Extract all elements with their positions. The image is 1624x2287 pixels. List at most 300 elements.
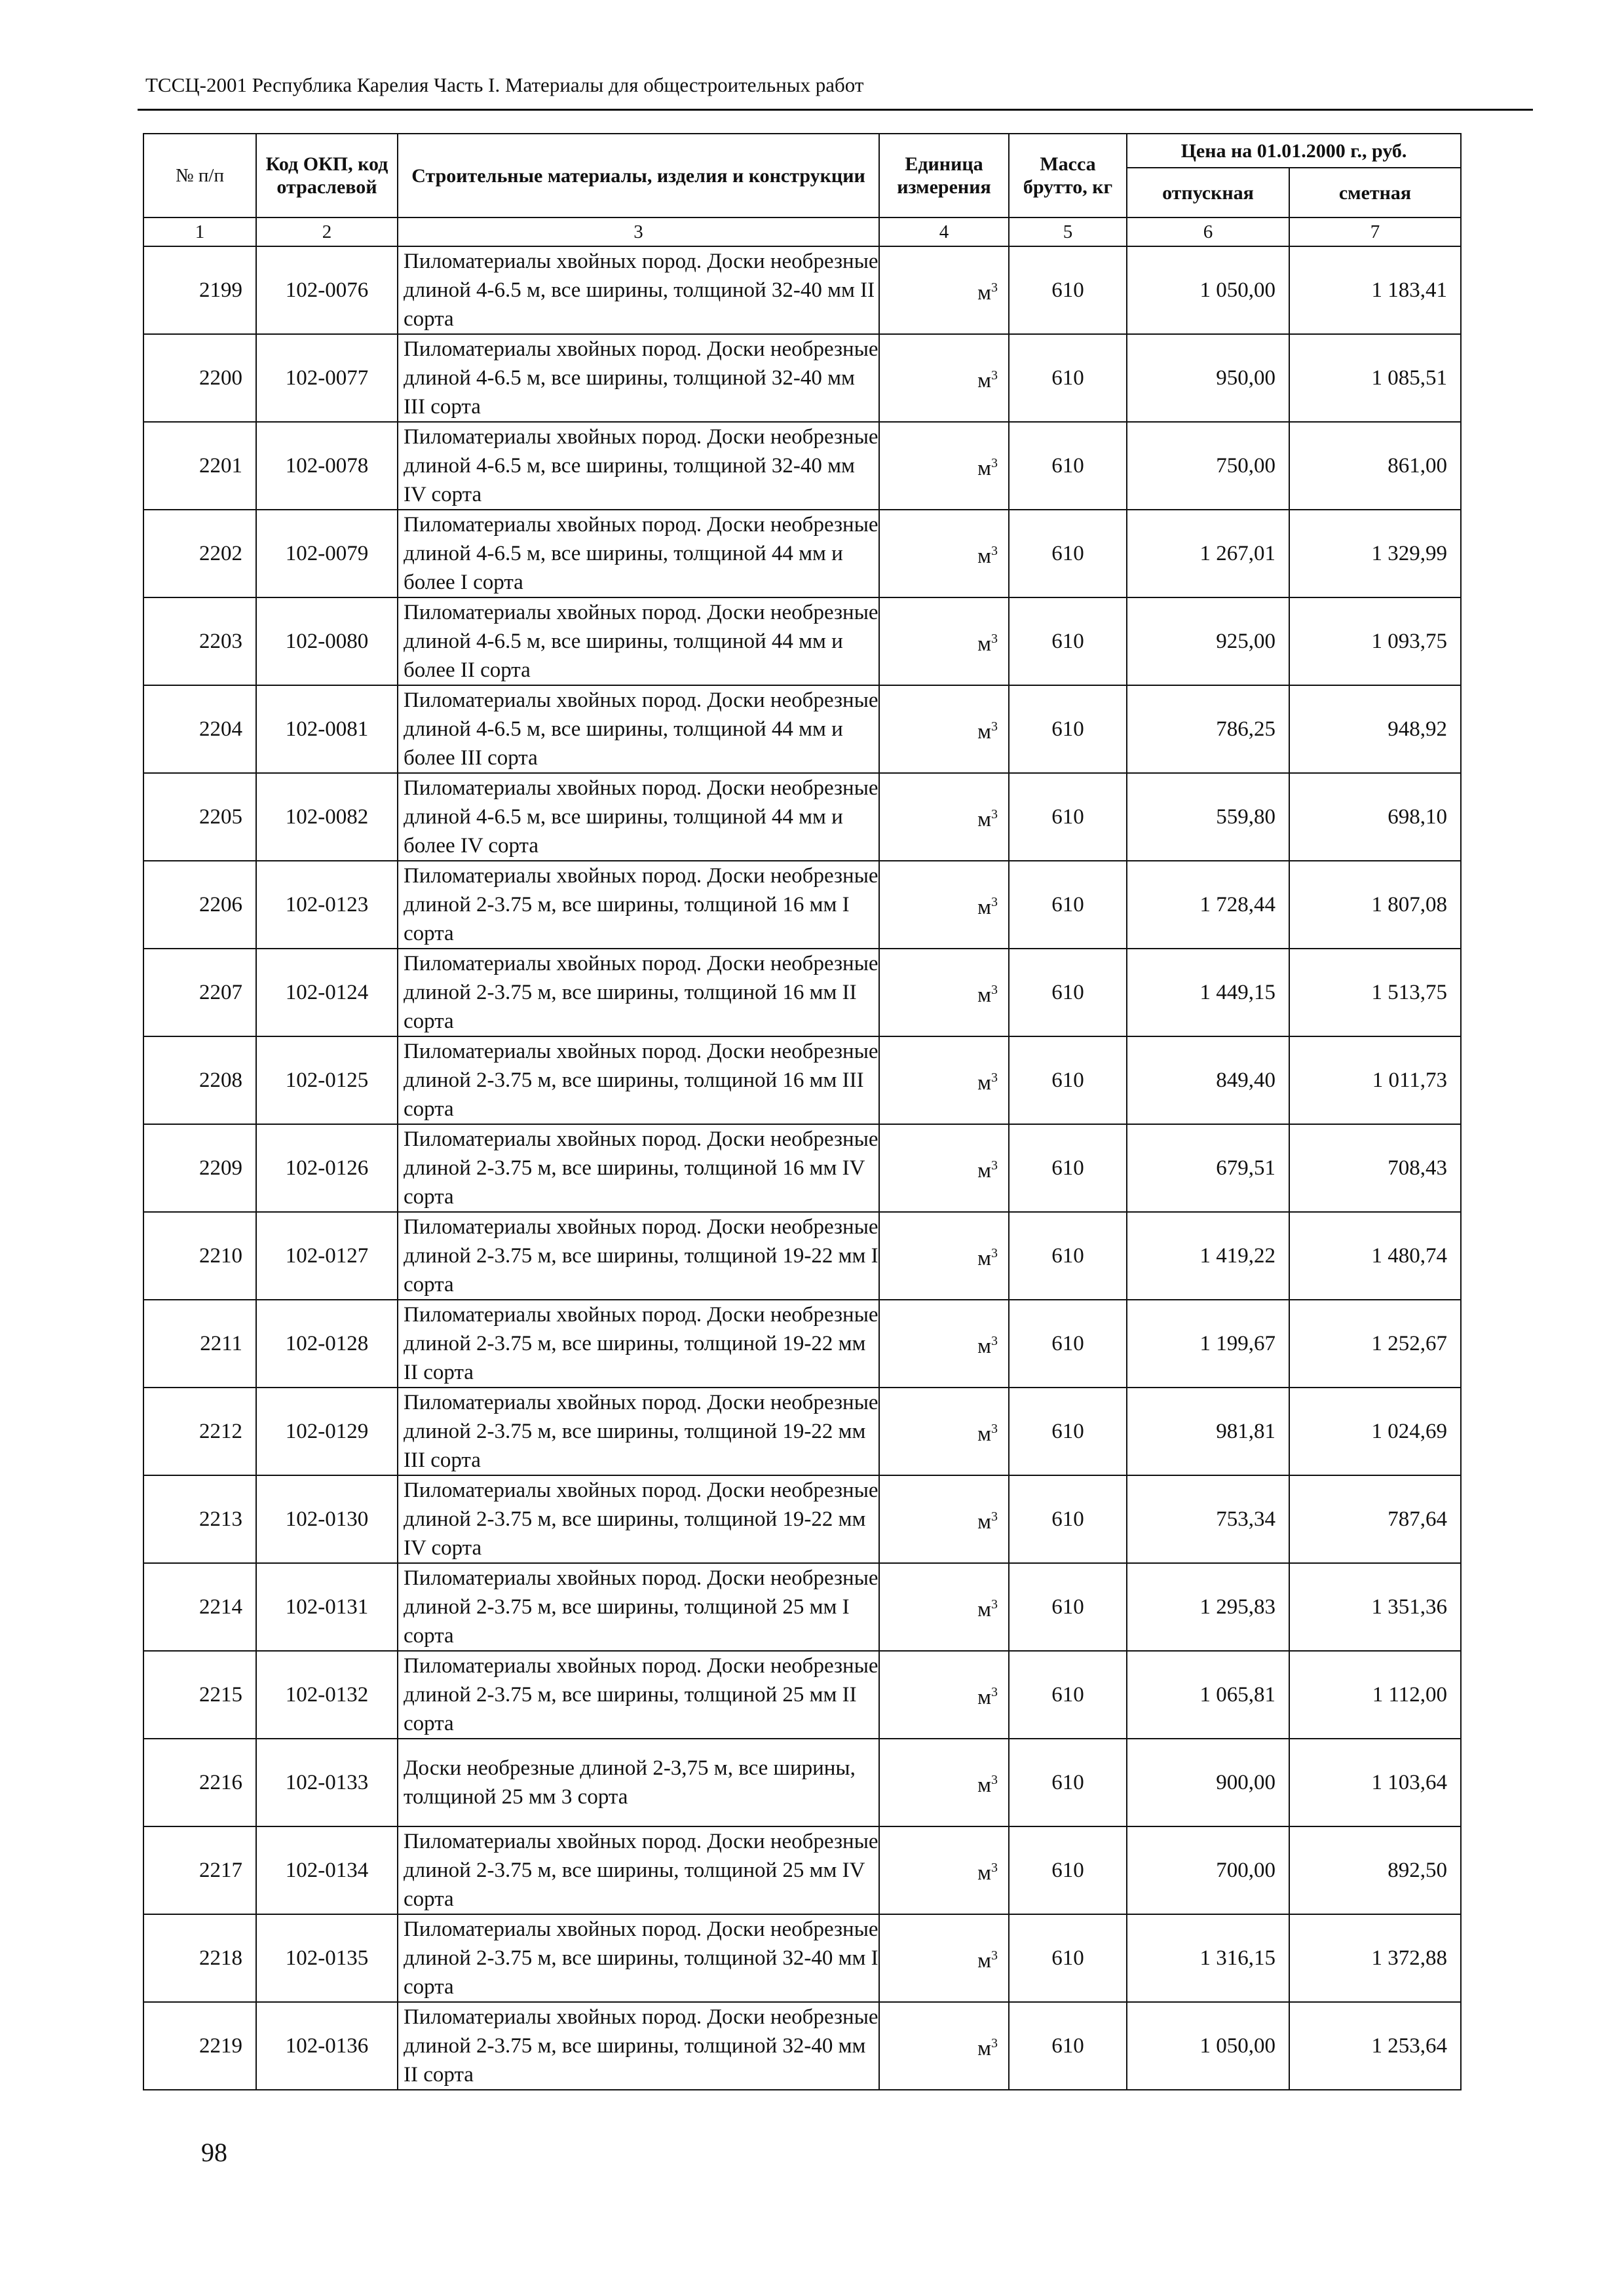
row-number-text: 2219 (199, 2034, 242, 2058)
row-material-name-text: Пиломатериалы хвойных пород. Доски необрезные длиной 2-3.75 м, все ширины, толщиной 25 мм I сорта (404, 1566, 878, 1648)
row-price-release-text: 1 065,81 (1199, 1683, 1275, 1707)
row-material-name (398, 246, 879, 334)
row-code-text: 102-0130 (285, 1507, 369, 1531)
row-mass-text: 610 (1051, 1332, 1084, 1355)
row-price-release (1127, 334, 1289, 422)
row-price-release (1127, 685, 1289, 773)
row-code-text: 102-0079 (285, 542, 369, 565)
row-number-text: 2200 (199, 366, 242, 390)
table-row (143, 422, 1461, 510)
table-row (143, 1914, 1461, 2002)
row-mass-text: 610 (1051, 1683, 1084, 1707)
row-mass (1009, 510, 1127, 597)
row-code (256, 861, 398, 949)
row-price-release (1127, 246, 1289, 334)
row-mass-text: 610 (1051, 717, 1084, 741)
unit-superscript: 3 (991, 983, 998, 997)
header-price-group: Цена на 01.01.2000 г., руб. (1127, 134, 1461, 168)
row-price-estimate-text: 892,50 (1388, 1859, 1448, 1882)
row-code-text: 102-0135 (285, 1946, 369, 1970)
table-row (143, 1739, 1461, 1826)
row-unit (879, 1212, 1009, 1300)
row-unit-text: м (977, 281, 991, 305)
row-price-release-text: 849,40 (1216, 1068, 1275, 1092)
row-price-estimate (1289, 1300, 1461, 1388)
row-price-release-text: 981,81 (1216, 1420, 1275, 1443)
row-price-release (1127, 1036, 1289, 1124)
row-unit (879, 510, 1009, 597)
row-unit-text: м (977, 1861, 991, 1885)
row-price-estimate-text: 1 372,88 (1371, 1946, 1448, 1970)
row-mass (1009, 1563, 1127, 1651)
table-row (143, 1036, 1461, 1124)
row-material-name (398, 510, 879, 597)
row-mass-text: 610 (1051, 1507, 1084, 1531)
row-price-estimate-text: 1 103,64 (1371, 1771, 1448, 1794)
row-price-estimate (1289, 1388, 1461, 1475)
header-unit: Единица измерения (879, 134, 1009, 217)
row-price-release (1127, 597, 1289, 685)
row-mass (1009, 1914, 1127, 2002)
row-price-estimate (1289, 510, 1461, 597)
row-number (143, 1300, 256, 1388)
row-code (256, 1826, 398, 1914)
row-code (256, 2002, 398, 2090)
row-price-release (1127, 1563, 1289, 1651)
row-number-text: 2212 (199, 1420, 242, 1443)
unit-superscript: 3 (991, 1861, 998, 1875)
row-price-estimate (1289, 949, 1461, 1036)
row-material-name (398, 1739, 879, 1826)
row-number-text: 2210 (199, 1244, 242, 1268)
row-material-name (398, 1651, 879, 1739)
row-number-text: 2201 (199, 454, 242, 478)
row-unit-text: м (977, 720, 991, 744)
row-code-text: 102-0077 (285, 366, 369, 390)
row-mass (1009, 685, 1127, 773)
row-number (143, 510, 256, 597)
row-price-release (1127, 1388, 1289, 1475)
row-mass-text: 610 (1051, 1156, 1084, 1180)
row-code-text: 102-0128 (285, 1332, 369, 1355)
row-number (143, 1739, 256, 1826)
row-mass-text: 610 (1051, 454, 1084, 478)
table-row (143, 1826, 1461, 1914)
unit-superscript: 3 (991, 807, 998, 822)
row-material-name-text: Пиломатериалы хвойных пород. Доски необрезные длиной 2-3.75 м, все ширины, толщиной 16 мм IV сорта (404, 1127, 878, 1209)
row-material-name-text: Пиломатериалы хвойных пород. Доски необрезные длиной 4-6.5 м, все ширины, толщиной 32-40 мм II сорта (404, 250, 878, 331)
row-unit-text: м (977, 1773, 991, 1797)
row-mass-text: 610 (1051, 1420, 1084, 1443)
table-row (143, 1212, 1461, 1300)
row-material-name-text: Пиломатериалы хвойных пород. Доски необрезные длиной 2-3.75 м, все ширины, толщиной 25 мм IV сорта (404, 1830, 878, 1911)
row-code-text: 102-0134 (285, 1859, 369, 1882)
unit-superscript: 3 (991, 1158, 998, 1173)
row-price-release (1127, 861, 1289, 949)
row-number (143, 334, 256, 422)
row-code-text: 102-0124 (285, 981, 369, 1004)
row-price-estimate-text: 1 329,99 (1371, 542, 1448, 565)
row-price-estimate (1289, 334, 1461, 422)
row-unit (879, 1914, 1009, 2002)
row-price-release-text: 559,80 (1216, 805, 1275, 829)
row-price-estimate-text: 787,64 (1388, 1507, 1448, 1531)
row-number-text: 2211 (200, 1332, 242, 1355)
row-price-estimate-text: 698,10 (1388, 805, 1448, 829)
row-material-name-text: Пиломатериалы хвойных пород. Доски необрезные длиной 2-3.75 м, все ширины, толщиной 19-22 мм II сорта (404, 1303, 878, 1384)
row-number (143, 2002, 256, 2090)
row-mass-text: 610 (1051, 2034, 1084, 2058)
row-price-estimate-text: 1 085,51 (1371, 366, 1448, 390)
row-price-estimate (1289, 246, 1461, 334)
row-price-release-text: 1 449,15 (1199, 981, 1275, 1004)
row-price-release (1127, 1300, 1289, 1388)
row-price-release-text: 1 728,44 (1199, 893, 1275, 917)
row-material-name (398, 1563, 879, 1651)
row-material-name (398, 1914, 879, 2002)
row-mass (1009, 2002, 1127, 2090)
row-number (143, 1651, 256, 1739)
row-material-name-text: Пиломатериалы хвойных пород. Доски необрезные длиной 4-6.5 м, все ширины, толщиной 44 мм и более IV сорта (404, 776, 878, 858)
row-material-name-text: Пиломатериалы хвойных пород. Доски необрезные длиной 2-3.75 м, все ширины, толщиной 16 мм I сорта (404, 864, 878, 945)
row-material-name (398, 597, 879, 685)
row-number (143, 1475, 256, 1563)
row-price-estimate (1289, 1475, 1461, 1563)
unit-superscript: 3 (991, 895, 998, 909)
unit-superscript: 3 (991, 719, 998, 734)
row-material-name (398, 861, 879, 949)
row-price-release (1127, 949, 1289, 1036)
row-price-release (1127, 1124, 1289, 1212)
row-price-release (1127, 1826, 1289, 1914)
row-price-estimate-text: 1 252,67 (1371, 1332, 1448, 1355)
header-mass: Масса брутто, кг (1009, 134, 1127, 217)
row-number-text: 2204 (199, 717, 242, 741)
row-price-estimate-text: 1 480,74 (1371, 1244, 1448, 1268)
row-mass-text: 610 (1051, 1595, 1084, 1619)
row-price-release-text: 700,00 (1216, 1859, 1275, 1882)
unit-superscript: 3 (991, 1685, 998, 1699)
row-mass-text: 610 (1051, 893, 1084, 917)
row-code (256, 1036, 398, 1124)
row-unit (879, 1388, 1009, 1475)
row-code (256, 1212, 398, 1300)
row-mass (1009, 334, 1127, 422)
table-row (143, 773, 1461, 861)
row-price-release-text: 750,00 (1216, 454, 1275, 478)
row-code (256, 597, 398, 685)
column-number: 1 (143, 217, 256, 246)
row-unit-text: м (977, 983, 991, 1007)
row-price-estimate (1289, 2002, 1461, 2090)
unit-superscript: 3 (991, 1773, 998, 1787)
row-unit-text: м (977, 2037, 991, 2060)
row-price-release-text: 1 267,01 (1199, 542, 1275, 565)
unit-superscript: 3 (991, 1070, 998, 1085)
row-number-text: 2218 (199, 1946, 242, 1970)
column-number: 4 (879, 217, 1009, 246)
row-number (143, 1212, 256, 1300)
row-unit (879, 685, 1009, 773)
row-code (256, 685, 398, 773)
row-price-release (1127, 1914, 1289, 2002)
page-number: 98 (201, 2138, 227, 2167)
row-price-estimate (1289, 1036, 1461, 1124)
column-number: 3 (398, 217, 879, 246)
unit-superscript: 3 (991, 1597, 998, 1612)
row-mass-text: 610 (1051, 542, 1084, 565)
row-price-release-text: 679,51 (1216, 1156, 1275, 1180)
column-number: 5 (1009, 217, 1127, 246)
header-code: Код ОКП, код отраслевой (256, 134, 398, 217)
row-price-release-text: 1 199,67 (1199, 1332, 1275, 1355)
row-price-release-text: 1 419,22 (1199, 1244, 1275, 1268)
row-code (256, 1124, 398, 1212)
row-code (256, 773, 398, 861)
row-price-estimate (1289, 1826, 1461, 1914)
row-material-name (398, 949, 879, 1036)
row-price-estimate-text: 948,92 (1388, 717, 1448, 741)
row-number (143, 685, 256, 773)
row-code-text: 102-0080 (285, 630, 369, 653)
row-price-release (1127, 1212, 1289, 1300)
row-material-name-text: Пиломатериалы хвойных пород. Доски необрезные длиной 4-6.5 м, все ширины, толщиной 32-40 мм IV сорта (404, 425, 878, 506)
row-price-estimate-text: 708,43 (1388, 1156, 1448, 1180)
row-number (143, 1124, 256, 1212)
row-mass (1009, 861, 1127, 949)
row-unit-text: м (977, 896, 991, 919)
row-material-name-text: Пиломатериалы хвойных пород. Доски необрезные длиной 2-3.75 м, все ширины, толщиной 32-40 мм II сорта (404, 2005, 878, 2087)
row-price-release (1127, 422, 1289, 510)
row-number (143, 597, 256, 685)
row-unit (879, 1124, 1009, 1212)
header-name: Строительные материалы, изделия и конструкции (398, 134, 879, 217)
row-code-text: 102-0076 (285, 278, 369, 302)
row-code-text: 102-0133 (285, 1771, 369, 1794)
unit-superscript: 3 (991, 280, 998, 295)
row-price-release-text: 1 050,00 (1199, 2034, 1275, 2058)
row-price-estimate (1289, 685, 1461, 773)
table-row (143, 949, 1461, 1036)
row-code (256, 1475, 398, 1563)
row-mass-text: 610 (1051, 366, 1084, 390)
row-code (256, 1914, 398, 2002)
row-number (143, 246, 256, 334)
row-material-name-text: Пиломатериалы хвойных пород. Доски необрезные длиной 2-3.75 м, все ширины, толщиной 19-22 мм IV сорта (404, 1479, 878, 1560)
row-price-release-text: 1 316,15 (1199, 1946, 1275, 1970)
row-price-estimate (1289, 422, 1461, 510)
column-number: 7 (1289, 217, 1461, 246)
row-mass (1009, 1739, 1127, 1826)
row-code-text: 102-0132 (285, 1683, 369, 1707)
row-number (143, 1914, 256, 2002)
row-number-text: 2209 (199, 1156, 242, 1180)
table-row (143, 510, 1461, 597)
row-code (256, 1300, 398, 1388)
row-material-name-text: Пиломатериалы хвойных пород. Доски необрезные длиной 2-3.75 м, все ширины, толщиной 19-22 мм I сорта (404, 1215, 878, 1296)
row-price-release (1127, 2002, 1289, 2090)
row-code (256, 1651, 398, 1739)
row-unit (879, 1036, 1009, 1124)
row-code-text: 102-0127 (285, 1244, 369, 1268)
unit-superscript: 3 (991, 632, 998, 646)
row-code-text: 102-0131 (285, 1595, 369, 1619)
row-price-release (1127, 1475, 1289, 1563)
row-mass (1009, 1475, 1127, 1563)
row-mass-text: 610 (1051, 805, 1084, 829)
row-price-release-text: 753,34 (1216, 1507, 1275, 1531)
row-number-text: 2217 (199, 1859, 242, 1882)
table-row (143, 1124, 1461, 1212)
row-price-estimate-text: 1 183,41 (1371, 278, 1448, 302)
row-number (143, 1826, 256, 1914)
row-mass (1009, 1212, 1127, 1300)
row-material-name (398, 1124, 879, 1212)
table-row (143, 1300, 1461, 1388)
row-number (143, 1388, 256, 1475)
row-price-estimate-text: 1 112,00 (1372, 1683, 1448, 1707)
row-price-estimate-text: 1 093,75 (1371, 630, 1448, 653)
row-price-estimate-text: 1 011,73 (1372, 1068, 1448, 1092)
row-mass-text: 610 (1051, 630, 1084, 653)
row-mass (1009, 773, 1127, 861)
row-price-estimate-text: 1 351,36 (1371, 1595, 1448, 1619)
row-number-text: 2199 (199, 278, 242, 302)
row-number-text: 2213 (199, 1507, 242, 1531)
row-number-text: 2208 (199, 1068, 242, 1092)
row-material-name (398, 334, 879, 422)
row-price-estimate (1289, 773, 1461, 861)
row-price-release-text: 786,25 (1216, 717, 1275, 741)
table-row (143, 1475, 1461, 1563)
row-material-name (398, 1300, 879, 1388)
row-code-text: 102-0123 (285, 893, 369, 917)
row-material-name (398, 1475, 879, 1563)
row-code (256, 246, 398, 334)
row-number-text: 2215 (199, 1683, 242, 1707)
header-price-estimate: сметная (1289, 168, 1461, 217)
row-number-text: 2205 (199, 805, 242, 829)
row-code-text: 102-0082 (285, 805, 369, 829)
row-code-text: 102-0129 (285, 1420, 369, 1443)
row-code-text: 102-0125 (285, 1068, 369, 1092)
row-unit-text: м (977, 1510, 991, 1534)
row-unit (879, 1475, 1009, 1563)
row-unit (879, 1651, 1009, 1739)
row-number-text: 2214 (199, 1595, 242, 1619)
table-row (143, 1651, 1461, 1739)
row-number-text: 2207 (199, 981, 242, 1004)
row-code-text: 102-0126 (285, 1156, 369, 1180)
row-price-estimate (1289, 861, 1461, 949)
row-price-release-text: 950,00 (1216, 366, 1275, 390)
row-unit-text: м (977, 1334, 991, 1358)
row-number (143, 773, 256, 861)
row-code-text: 102-0078 (285, 454, 369, 478)
row-number (143, 861, 256, 949)
table-row (143, 685, 1461, 773)
row-material-name (398, 1036, 879, 1124)
row-unit (879, 861, 1009, 949)
row-unit (879, 334, 1009, 422)
row-unit-text: м (977, 808, 991, 831)
row-unit-text: м (977, 1598, 991, 1621)
row-unit (879, 597, 1009, 685)
row-price-release (1127, 773, 1289, 861)
row-unit-text: м (977, 1949, 991, 1973)
row-code (256, 949, 398, 1036)
row-mass-text: 610 (1051, 1244, 1084, 1268)
row-number (143, 422, 256, 510)
running-header: ТССЦ-2001 Республика Карелия Часть I. Материалы для общестроительных работ (145, 73, 864, 96)
unit-superscript: 3 (991, 1422, 998, 1436)
unit-superscript: 3 (991, 1246, 998, 1260)
row-material-name-text: Пиломатериалы хвойных пород. Доски необрезные длиной 2-3.75 м, все ширины, толщиной 16 мм II сорта (404, 952, 878, 1033)
row-material-name-text: Пиломатериалы хвойных пород. Доски необрезные длиной 4-6.5 м, все ширины, толщиной 44 мм и более III сорта (404, 689, 878, 770)
row-material-name (398, 1826, 879, 1914)
row-code (256, 1563, 398, 1651)
table-row (143, 861, 1461, 949)
row-unit-text: м (977, 544, 991, 568)
row-number-text: 2206 (199, 893, 242, 917)
row-unit-text: м (977, 457, 991, 480)
unit-superscript: 3 (991, 2036, 998, 2051)
row-price-estimate-text: 1 024,69 (1371, 1420, 1448, 1443)
row-mass (1009, 246, 1127, 334)
row-price-estimate (1289, 1651, 1461, 1739)
row-price-estimate-text: 1 513,75 (1371, 981, 1448, 1004)
row-price-release (1127, 510, 1289, 597)
row-price-release-text: 900,00 (1216, 1771, 1275, 1794)
row-code (256, 1739, 398, 1826)
row-unit (879, 1739, 1009, 1826)
row-mass (1009, 1826, 1127, 1914)
row-material-name (398, 685, 879, 773)
row-price-estimate-text: 1 807,08 (1371, 893, 1448, 917)
row-material-name-text: Пиломатериалы хвойных пород. Доски необрезные длиной 4-6.5 м, все ширины, толщиной 44 мм и более I сорта (404, 513, 878, 594)
row-unit (879, 1563, 1009, 1651)
row-number (143, 1036, 256, 1124)
row-code-text: 102-0136 (285, 2034, 369, 2058)
row-material-name-text: Пиломатериалы хвойных пород. Доски необрезные длиной 4-6.5 м, все ширины, толщиной 32-40 мм III сорта (404, 337, 878, 419)
row-number-text: 2202 (199, 542, 242, 565)
table-row (143, 334, 1461, 422)
row-price-estimate-text: 1 253,64 (1371, 2034, 1448, 2058)
row-unit-text: м (977, 1159, 991, 1182)
price-table (143, 133, 1462, 2090)
row-unit (879, 773, 1009, 861)
header-price-release: отпускная (1127, 168, 1289, 217)
row-material-name-text: Пиломатериалы хвойных пород. Доски необрезные длиной 2-3.75 м, все ширины, толщиной 19-22 мм III сорта (404, 1391, 878, 1472)
table-row (143, 1388, 1461, 1475)
row-mass-text: 610 (1051, 1859, 1084, 1882)
row-code (256, 1388, 398, 1475)
row-unit (879, 422, 1009, 510)
table-row (143, 597, 1461, 685)
row-mass (1009, 949, 1127, 1036)
row-number (143, 1563, 256, 1651)
row-code (256, 510, 398, 597)
row-price-estimate (1289, 1914, 1461, 2002)
row-number-text: 2203 (199, 630, 242, 653)
unit-superscript: 3 (991, 1334, 998, 1348)
row-mass (1009, 1124, 1127, 1212)
row-unit (879, 949, 1009, 1036)
row-unit (879, 1300, 1009, 1388)
row-mass (1009, 1300, 1127, 1388)
row-mass (1009, 597, 1127, 685)
row-mass-text: 610 (1051, 1946, 1084, 1970)
